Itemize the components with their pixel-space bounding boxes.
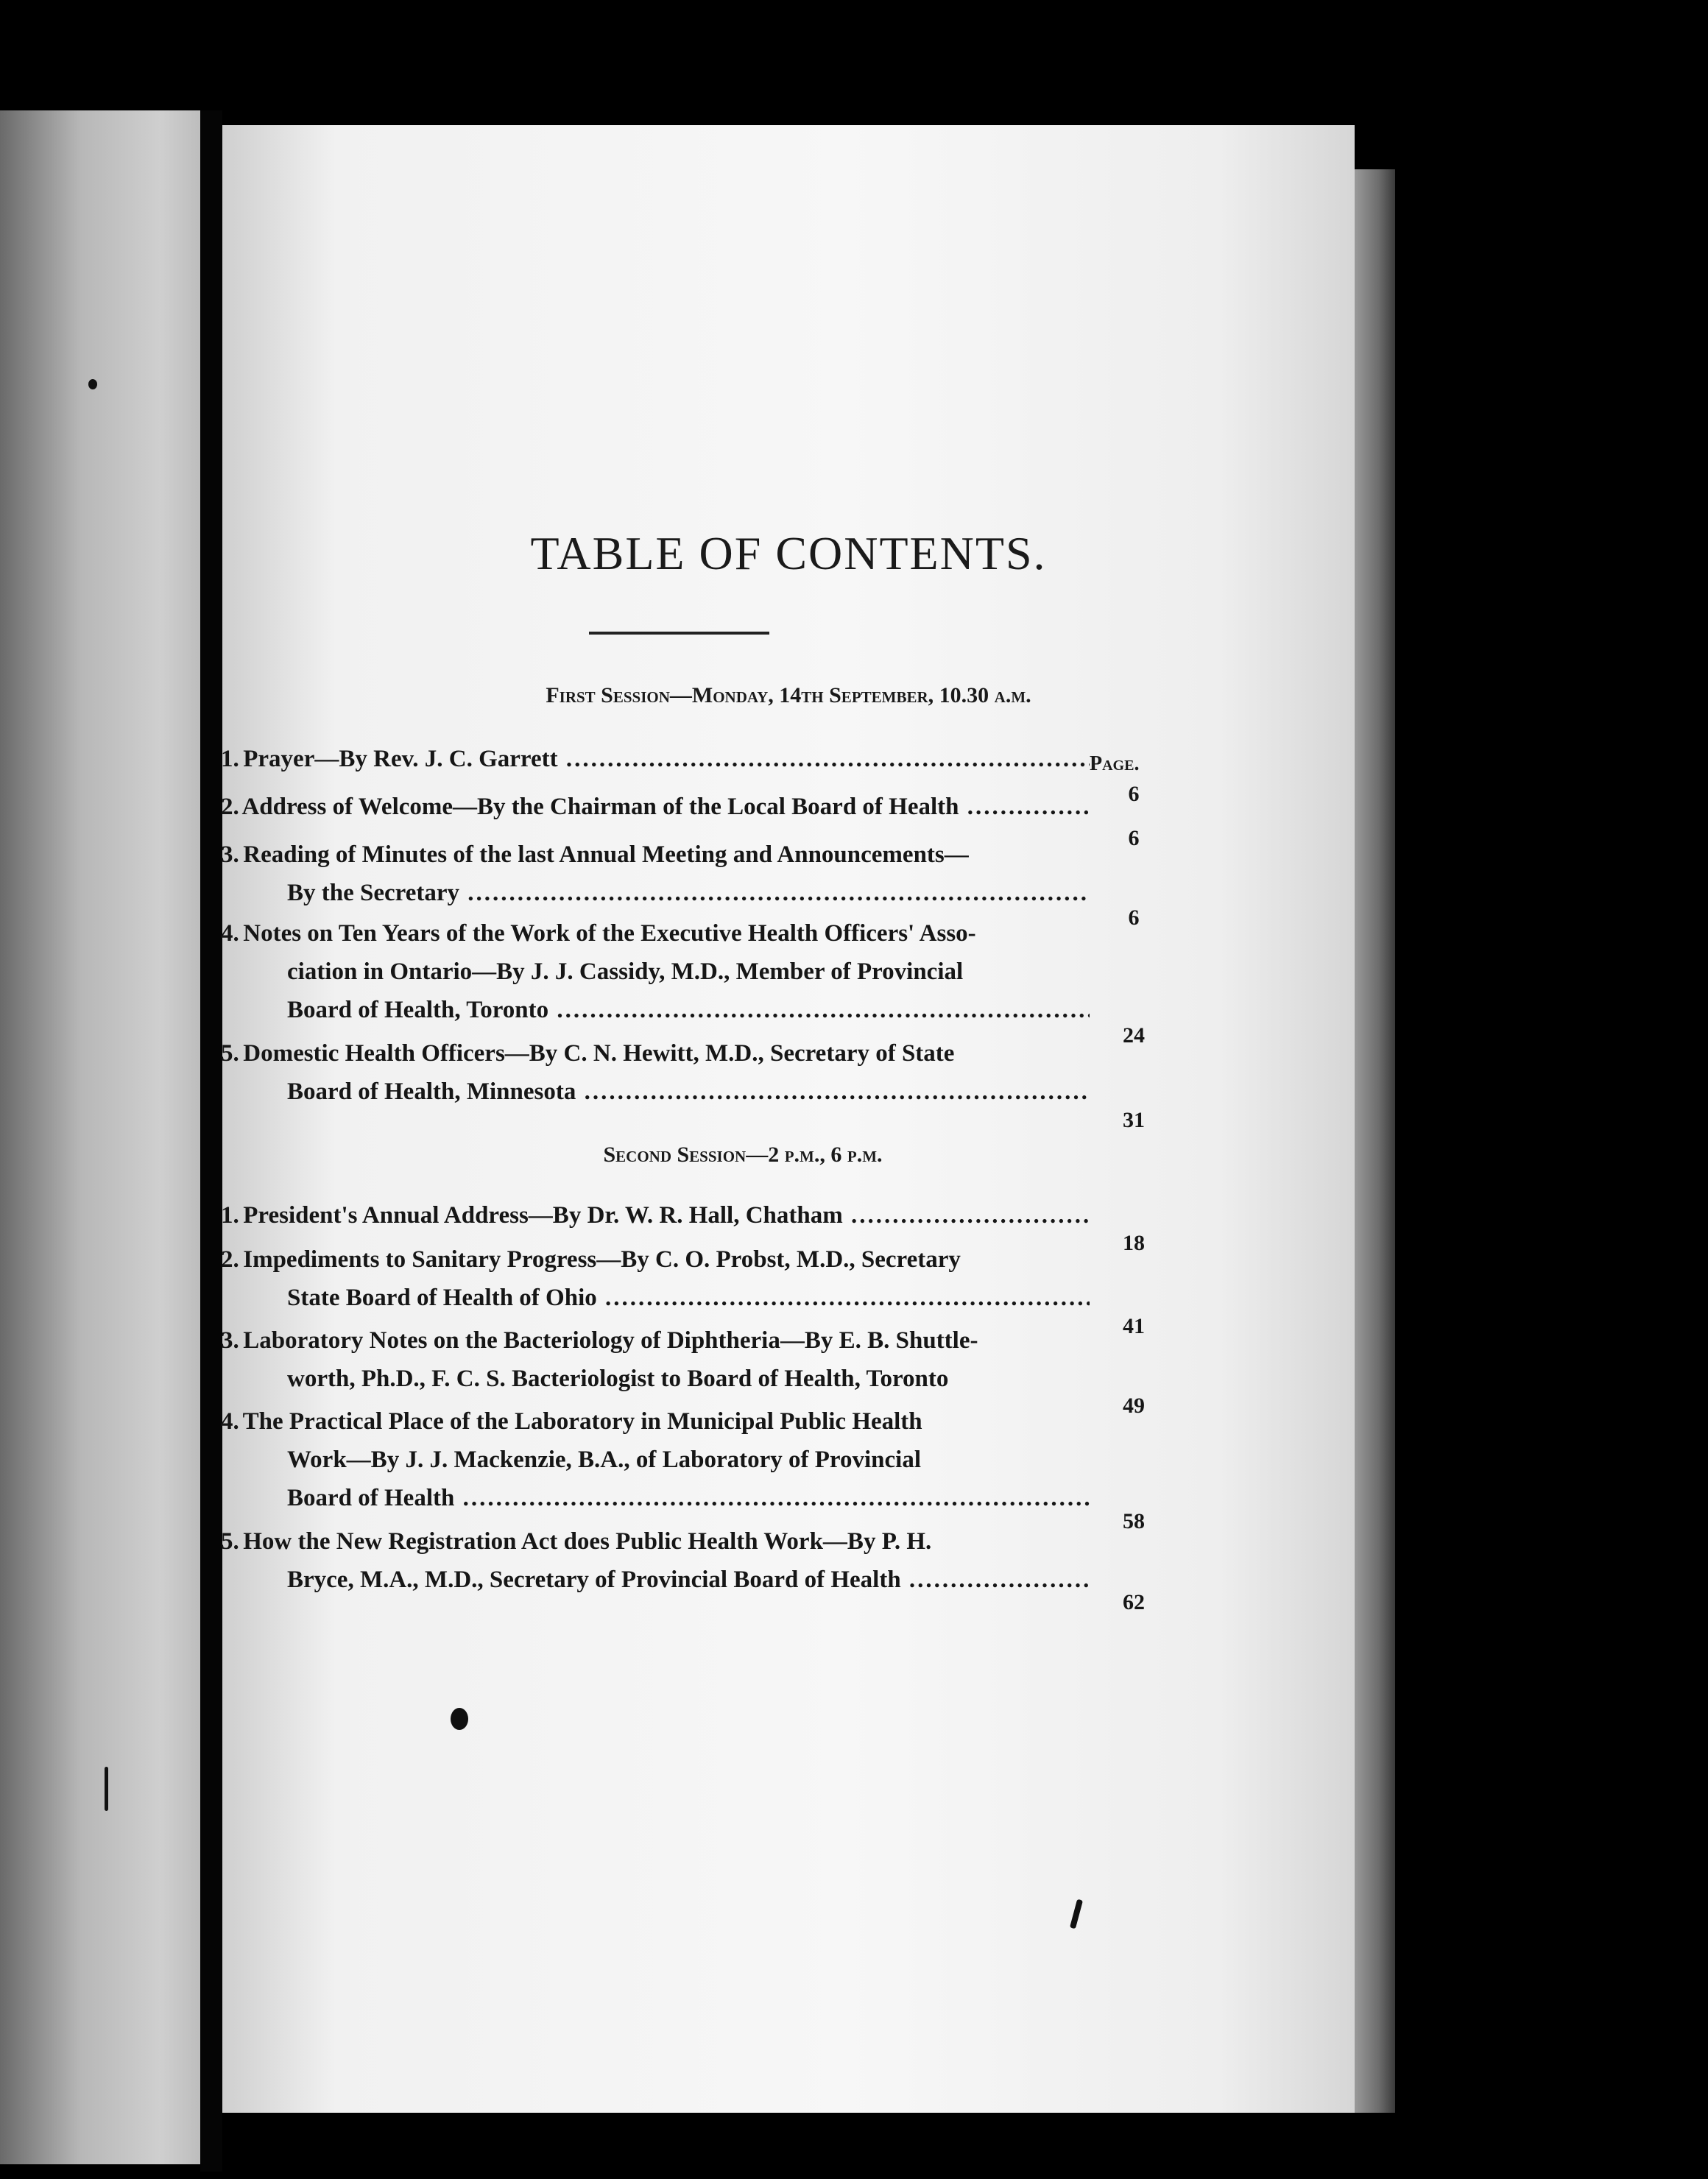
entry-text: Address of Welcome—By the Chairman of the Local Board of Health [241,794,959,820]
toc-entry [221,1034,1090,1111]
entry-number: 2. [221,1246,239,1273]
entry-page-number: 6 [1128,782,1140,806]
entry-page-number: 41 [1123,1314,1145,1338]
entry-text: worth, Ph.D., F. C. S. Bacteriologist to Board of Health, Toronto [287,1366,949,1392]
toc-entry [221,788,1090,826]
entry-page-number: 62 [1123,1590,1145,1614]
entry-text: Notes on Ten Years of the Work of the Executive Health Officers' Asso- [243,920,976,947]
entry-text: Impediments to Sanitary Progress—By C. O. Probst, M.D., Secretary [243,1246,961,1273]
entry-number: 5. [221,1528,239,1555]
entry-number: 1. [221,746,239,772]
page-edge [1355,169,1395,2113]
toc-entry [221,1402,1090,1517]
entry-page-number: 18 [1123,1231,1145,1255]
book-gutter [200,110,222,2172]
title-rule [589,632,769,635]
entry-page-number: 31 [1123,1108,1145,1132]
session-heading-first: First Session—Monday, 14th September, 10.30 a.m. [546,683,1031,707]
toc-entry [221,914,1090,1029]
entry-text: Laboratory Notes on the Bacteriology of Diphtheria—By E. B. Shuttle- [243,1327,978,1354]
entry-text: By the Secretary [287,880,459,906]
entry-page-number: 49 [1123,1394,1145,1418]
entry-text: Reading of Minutes of the last Annual Meeting and Announcements— [243,841,969,868]
toc-entry [221,1196,1090,1235]
entry-text: Prayer—By Rev. J. C. Garrett [243,746,558,772]
toc-entry [221,1321,1090,1398]
entry-number: 5. [221,1040,239,1067]
document-page [222,125,1355,2113]
page-column-label: Page. [1090,752,1140,775]
entry-number: 3. [221,1327,239,1354]
ink-blot [451,1708,468,1730]
entry-text: Board of Health, Toronto [287,997,549,1023]
session-heading-second: Second Session—2 p.m., 6 p.m. [603,1143,883,1167]
toc-entry [221,740,1090,778]
entry-text: Bryce, M.A., M.D., Secretary of Provincial Board of Health [287,1567,901,1593]
entry-page-number: 24 [1123,1023,1145,1048]
entry-number: 2. [221,794,239,820]
entry-text: How the New Registration Act does Public Health Work—By P. H. [243,1528,932,1555]
entry-number: 4. [221,1408,239,1435]
toc-entry [221,836,1090,912]
entry-page-number: 6 [1128,905,1140,930]
facing-page [0,110,200,2164]
entry-text: Work—By J. J. Mackenzie, B.A., of Laboratory of Provincial [287,1447,921,1473]
entry-text: ciation in Ontario—By J. J. Cassidy, M.D., Member of Provincial [287,958,964,985]
entry-text: Board of Health [287,1485,455,1511]
toc-entry [221,1522,1090,1599]
page-title: TABLE OF CONTENTS. [530,527,1047,579]
entry-text: State Board of Health of Ohio [287,1285,597,1311]
entry-text: Board of Health, Minnesota [287,1078,576,1105]
ink-mark [105,1767,108,1811]
entry-page-number: 6 [1128,826,1140,850]
entry-number: 4. [221,920,239,947]
entry-page-number: 58 [1123,1509,1145,1533]
entry-text: Domestic Health Officers—By C. N. Hewitt, M.D., Secretary of State [243,1040,955,1067]
entry-text: The Practical Place of the Laboratory in Municipal Public Health [242,1408,922,1435]
entry-number: 1. [221,1202,239,1229]
toc-entry [221,1240,1090,1317]
entry-text: President's Annual Address—By Dr. W. R. Hall, Chatham [243,1202,843,1229]
entry-number: 3. [221,841,239,868]
ink-dot [88,379,97,389]
